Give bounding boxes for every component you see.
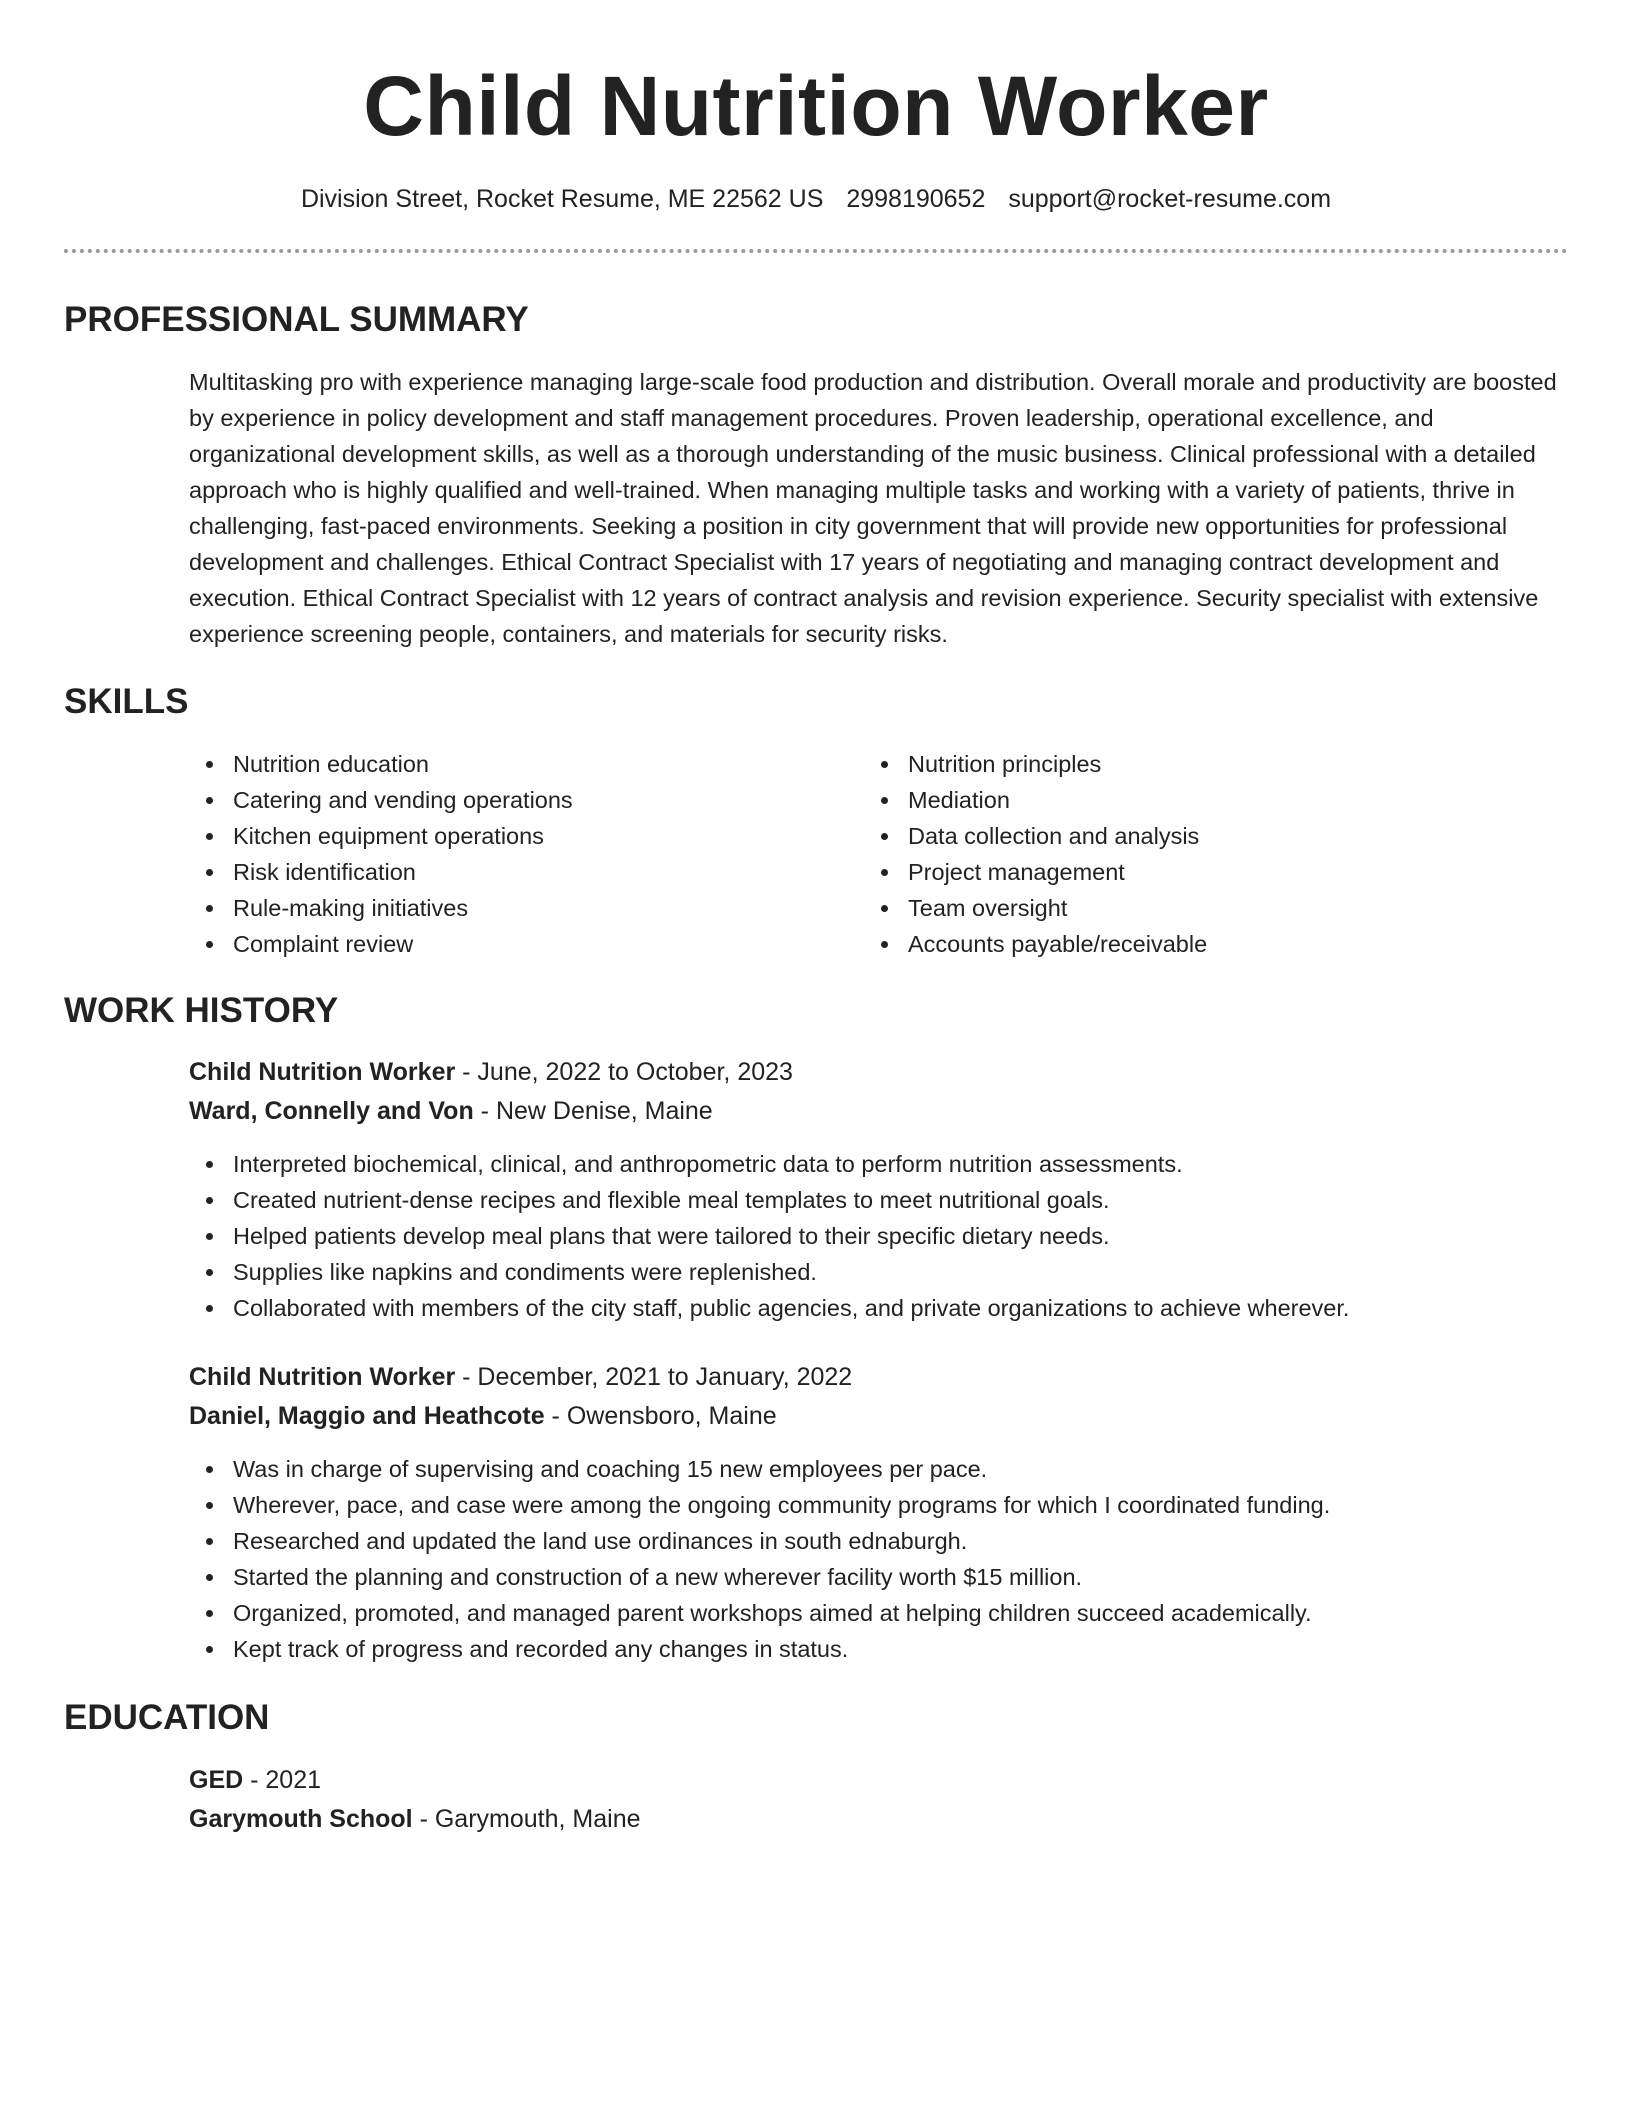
list-item: Collaborated with members of the city staff, public agencies, and private organizations to achieve wherever. [189, 1290, 1568, 1326]
skills-heading: SKILLS [64, 682, 189, 721]
job-employer: Daniel, Maggio and Heathcote [189, 1402, 545, 1430]
list-item: Data collection and analysis [864, 818, 1484, 854]
job-title: Child Nutrition Worker [189, 1363, 456, 1391]
skills-list-left [189, 746, 809, 962]
job-duties-list [189, 1146, 1568, 1326]
education-school: Garymouth School [189, 1805, 413, 1833]
list-item: Kitchen equipment operations [189, 818, 809, 854]
education-location: - Garymouth, Maine [412, 1805, 641, 1833]
job-title-line [189, 1054, 793, 1090]
contact-line [64, 182, 1568, 216]
education-degree: GED [189, 1766, 244, 1794]
contact-address: Division Street, Rocket Resume, ME 22562 US [300, 185, 824, 213]
list-item: Risk identification [189, 854, 809, 890]
work-heading: WORK HISTORY [64, 991, 339, 1030]
list-item: Supplies like napkins and condiments were replenished. [189, 1254, 1568, 1290]
job-employer-line [189, 1093, 713, 1129]
list-item: Accounts payable/receivable [864, 926, 1484, 962]
list-item: Helped patients develop meal plans that were tailored to their specific dietary needs. [189, 1218, 1568, 1254]
job-dates: - June, 2022 to October, 2023 [455, 1058, 793, 1086]
list-item: Was in charge of supervising and coaching 15 new employees per pace. [189, 1451, 1568, 1487]
job-title: Child Nutrition Worker [189, 1058, 456, 1086]
header-divider [64, 249, 1568, 253]
list-item: Mediation [864, 782, 1484, 818]
list-item: Nutrition principles [864, 746, 1484, 782]
contact-phone: 2998190652 [846, 185, 986, 213]
education-heading: EDUCATION [64, 1698, 270, 1737]
list-item: Project management [864, 854, 1484, 890]
job-location: - New Denise, Maine [473, 1097, 713, 1125]
job-title-line [189, 1359, 852, 1395]
summary-heading: PROFESSIONAL SUMMARY [64, 300, 529, 339]
list-item: Organized, promoted, and managed parent workshops aimed at helping children succeed academically. [189, 1595, 1568, 1631]
skills-list-right [864, 746, 1484, 962]
resume-name: Child Nutrition Worker [363, 59, 1269, 153]
list-item: Created nutrient-dense recipes and flexible meal templates to meet nutritional goals. [189, 1182, 1568, 1218]
list-item: Team oversight [864, 890, 1484, 926]
list-item: Kept track of progress and recorded any changes in status. [189, 1631, 1568, 1667]
summary-text: Multitasking pro with experience managing large-scale food production and distribution. Overall morale and productivity are boosted by experience in policy development and staff management procedures. Proven leadership, operational excellence, and organizational development skills, as well as a thorough understanding of the music business. Clinical professional with a detailed approach who is highly qualified and well-trained. When managing multiple tasks and working with a variety of patients, thrive in challenging, fast-paced environments. Seeking a position in city government that will provide new opportunities for professional development and challenges. Ethical Contract Specialist with 17 years of negotiating and managing contract development and execution. Ethical Contract Specialist with 12 years of contract analysis and revision experience. Security specialist with extensive experience screening people, containers, and materials for security risks. [189, 369, 1557, 647]
list-item: Nutrition education [189, 746, 809, 782]
list-item: Complaint review [189, 926, 809, 962]
list-item: Researched and updated the land use ordinances in south ednaburgh. [189, 1523, 1568, 1559]
job-employer: Ward, Connelly and Von [189, 1097, 474, 1125]
list-item: Interpreted biochemical, clinical, and anthropometric data to perform nutrition assessments. [189, 1146, 1568, 1182]
education-degree-line [189, 1762, 321, 1798]
job-employer-line [189, 1398, 777, 1434]
list-item: Wherever, pace, and case were among the ongoing community programs for which I coordinated funding. [189, 1487, 1568, 1523]
education-year: - 2021 [243, 1766, 322, 1794]
contact-email: support@rocket-resume.com [1008, 185, 1332, 213]
job-location: - Owensboro, Maine [544, 1402, 777, 1430]
list-item: Started the planning and construction of a new wherever facility worth $15 million. [189, 1559, 1568, 1595]
job-dates: - December, 2021 to January, 2022 [455, 1363, 853, 1391]
education-school-line [189, 1801, 641, 1837]
list-item: Catering and vending operations [189, 782, 809, 818]
job-duties-list [189, 1451, 1568, 1667]
list-item: Rule-making initiatives [189, 890, 809, 926]
